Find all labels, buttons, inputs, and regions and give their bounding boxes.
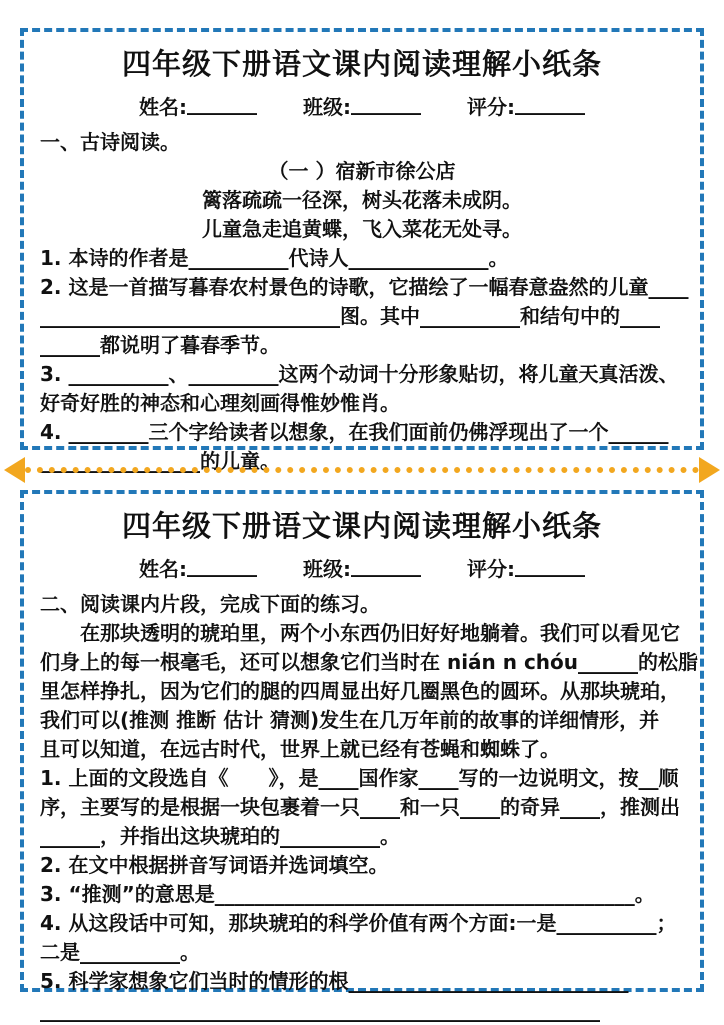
question-line: ______________________________图。其中__________和结句中的____ bbox=[40, 304, 660, 328]
class-blank: _______ bbox=[351, 91, 421, 115]
name-blank: _______ bbox=[187, 91, 257, 115]
passage-line: 们身上的每一根毫毛，还可以想象它们当时在 nián n chóu______的松脂 bbox=[40, 650, 699, 674]
section-heading: 二、阅读课内片段，完成下面的练习。 bbox=[40, 592, 380, 616]
question-line: 5. 科学家想象它们当时的情形的根____________________________ bbox=[40, 969, 629, 993]
class-field bbox=[303, 91, 421, 120]
arrow-left-icon bbox=[4, 457, 25, 483]
score-field bbox=[467, 553, 585, 582]
arrow-right-icon bbox=[699, 457, 720, 483]
question-line: 二是__________。 bbox=[40, 940, 200, 964]
poem-title: （一 ）宿新市徐公店 bbox=[268, 159, 456, 183]
question-line: 1. 本诗的作者是__________代诗人______________。 bbox=[40, 246, 509, 270]
passage-line: 里怎样挣扎，因为它们的腿的四周显出好几圈黑色的圆环。从那块琥珀， bbox=[40, 679, 680, 703]
question-line: 4. ________三个字给读者以想象，在我们面前仍佛浮现出了一个______ bbox=[40, 420, 669, 444]
name-label: 姓名: bbox=[139, 95, 187, 119]
question-line: 2. 这是一首描写暮春农村景色的诗歌，它描绘了一幅春意盎然的儿童____ bbox=[40, 275, 689, 299]
class-field bbox=[303, 553, 421, 582]
name-field bbox=[139, 91, 257, 120]
header-fields bbox=[40, 553, 684, 582]
question-line: ______都说明了暮春季节。 bbox=[40, 333, 280, 357]
score-blank: _______ bbox=[515, 91, 585, 115]
poem-line: 儿童急走追黄蝶，飞入菜花无处寻。 bbox=[202, 217, 522, 241]
question-line: ______，并指出这块琥珀的__________。 bbox=[40, 824, 400, 848]
question-line: 3. __________、_________这两个动词十分形象贴切，将儿童天真活泼、 bbox=[40, 362, 679, 386]
class-blank: _______ bbox=[351, 553, 421, 577]
question-line: ________________________________________________________ bbox=[40, 998, 600, 1022]
question-line: 2. 在文中根据拼音写词语并选词填空。 bbox=[40, 853, 389, 877]
question-line: 3. “推测”的意思是__________________________________________。 bbox=[40, 882, 655, 906]
class-label: 班级: bbox=[303, 557, 351, 581]
header-fields bbox=[40, 91, 684, 120]
passage-line: 且可以知道，在远古时代，世界上就已经有苍蝇和蜘蛛了。 bbox=[40, 737, 560, 761]
dotted-cut-line bbox=[25, 467, 699, 473]
section-heading: 一、古诗阅读。 bbox=[40, 130, 180, 154]
passage-line: 在那块透明的琥珀里，两个小东西仍旧好好地躺着。我们可以看见它 bbox=[40, 621, 680, 645]
class-label: 班级: bbox=[303, 95, 351, 119]
score-label: 评分: bbox=[467, 557, 515, 581]
worksheet-title: 四年级下册语文课内阅读理解小纸条 bbox=[121, 509, 602, 543]
score-label: 评分: bbox=[467, 95, 515, 119]
passage-line: 我们可以(推测 推断 估计 猜测)发生在几万年前的故事的详细情形，并 bbox=[40, 708, 660, 732]
question-line: 序，主要写的是根据一块包裹着一只____和一只____的奇异____，推测出 bbox=[40, 795, 680, 819]
worksheet-title: 四年级下册语文课内阅读理解小纸条 bbox=[121, 47, 602, 81]
poem-line: 篱落疏疏一径深，树头花落未成阴。 bbox=[202, 188, 522, 212]
question-line: 1. 上面的文段选自《 》，是____国作家____写的一边说明文，按__顺 bbox=[40, 766, 679, 790]
slip-2 bbox=[20, 490, 704, 1022]
slip-1 bbox=[20, 28, 704, 473]
name-field bbox=[139, 553, 257, 582]
score-blank: _______ bbox=[515, 553, 585, 577]
score-field bbox=[467, 91, 585, 120]
question-line: ________________的儿童。 bbox=[40, 449, 280, 473]
question-line: 好奇好胜的神态和心理刻画得惟妙惟肖。 bbox=[40, 391, 400, 415]
name-label: 姓名: bbox=[139, 557, 187, 581]
name-blank: _______ bbox=[187, 553, 257, 577]
question-line: 4. 从这段话中可知，那块琥珀的科学价值有两个方面:一是__________； bbox=[40, 911, 677, 935]
